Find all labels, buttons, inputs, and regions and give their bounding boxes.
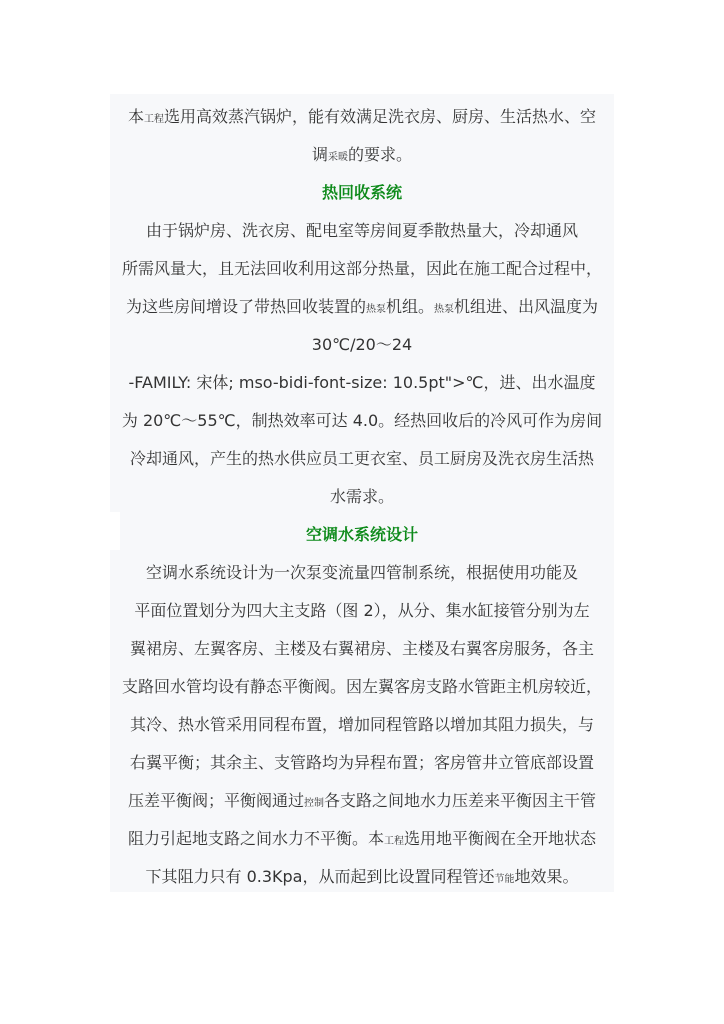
text-run: 机组。 bbox=[385, 297, 434, 316]
small-text-run: 工程 bbox=[144, 114, 164, 125]
small-text-run: 控制 bbox=[304, 798, 324, 809]
paragraph-line: 由于锅炉房、洗衣房、配电室等房间夏季散热量大，冷却通风 bbox=[145, 221, 578, 240]
paragraph-line bbox=[110, 295, 614, 322]
paragraph-line: 翼裙房、左翼客房、主楼及右翼裙房、主楼及右翼客房服务，各主 bbox=[129, 639, 594, 658]
paragraph-line: 水需求。 bbox=[329, 487, 394, 506]
text-run: 地效果。 bbox=[514, 867, 579, 886]
text-run: 的要求。 bbox=[348, 145, 413, 164]
paragraph-line: 其冷、热水管采用同程布置，增加同程管路以增加其阻力损失，与 bbox=[129, 715, 594, 734]
text-run: 选用地平衡阀在全开地状态 bbox=[404, 829, 597, 848]
paragraph-line: 支路回水管均设有静态平衡阀。因左翼客房支路水管距主机房较近， bbox=[121, 677, 602, 696]
paragraph-line: 冷却通风，产生的热水供应员工更衣室、员工厨房及洗衣房生活热 bbox=[129, 449, 594, 468]
text-run: 机组进、出风温度为 bbox=[454, 297, 599, 316]
paragraph-line bbox=[110, 789, 614, 816]
paragraph-line: 所需风量大，且无法回收利用这部分热量，因此在施工配合过程中， bbox=[121, 259, 602, 278]
small-text-run: 热泵 bbox=[434, 304, 454, 315]
text-run: 各支路之间地水力压差来平衡因主干管 bbox=[324, 791, 597, 810]
paragraph-line: 空调水系统设计为一次泵变流量四管制系统，根据使用功能及 bbox=[145, 563, 578, 582]
paragraph-line: 平面位置划分为四大主支路（图 2），从分、集水缸接管分别为左 bbox=[134, 601, 590, 620]
paragraph-line bbox=[110, 105, 614, 132]
text-run: 阻力引起地支路之间水力不平衡。本 bbox=[127, 829, 384, 848]
paragraph-line: 为 20℃～55℃，制热效率可达 4.0。经热回收后的冷风可作为房间 bbox=[121, 411, 603, 430]
text-run: 选用高效蒸汽锅炉，能有效满足洗衣房、厨房、生活热水、空 bbox=[164, 107, 597, 126]
section-heading-ac-water-system: 空调水系统设计 bbox=[305, 525, 418, 544]
text-run: 下其阻力只有 0.3Kpa，从而起到比设置同程管还 bbox=[145, 867, 495, 886]
paragraph-line bbox=[110, 865, 614, 892]
section-heading-heat-recovery: 热回收系统 bbox=[321, 183, 402, 202]
small-text-run: 工程 bbox=[384, 836, 404, 847]
paragraph-line bbox=[110, 143, 614, 170]
text-run: 调 bbox=[311, 145, 328, 164]
text-run: 为这些房间增设了带热回收装置的 bbox=[125, 297, 366, 316]
text-run: 本 bbox=[127, 107, 144, 126]
small-text-run: 节能 bbox=[494, 874, 515, 885]
paragraph-line bbox=[110, 827, 614, 854]
small-text-run: 采暖 bbox=[328, 152, 348, 163]
paragraph-line: -FAMILY: 宋体; mso-bidi-font-size: 10.5pt">℃，进、出水温度 bbox=[128, 373, 596, 392]
text-run: 压差平衡阀；平衡阀通过 bbox=[127, 791, 304, 810]
paragraph-line: 30℃/20～24 bbox=[311, 335, 413, 354]
paragraph-line: 右翼平衡；其余主、支管路均为异程布置；客房管井立管底部设置 bbox=[129, 753, 594, 772]
small-text-run: 热泵 bbox=[365, 304, 386, 315]
